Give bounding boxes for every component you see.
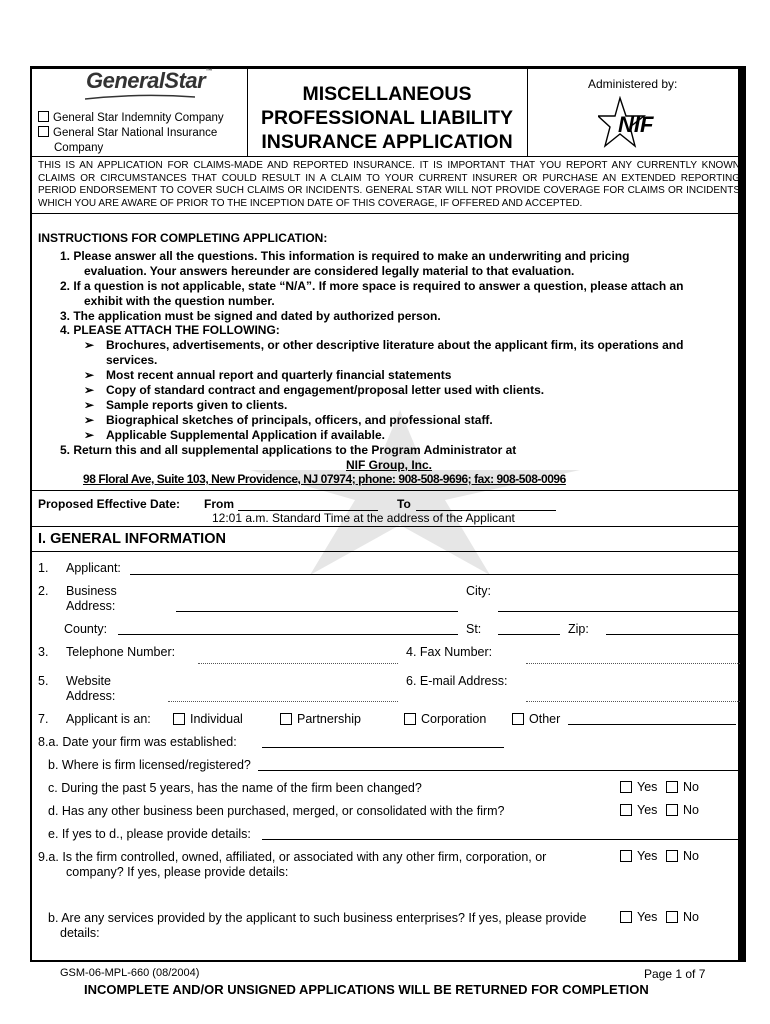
q9b-yes[interactable]: Yes	[620, 910, 657, 924]
general-star-logo: GeneralStar™	[86, 68, 212, 93]
claims-made-notice: THIS IS AN APPLICATION FOR CLAIMS-MADE AND REPORTED INSURANCE. IT IS IMPORTANT THAT YOU REPORT ANY CURRENTLY KNOWN CLAIMS OR CIRCUMSTANCES THAT COULD RESULT IN A CLAIM TO YOUR CURRENT INSURER OR PURCHASE AN EXTENDED REPORTING PERIOD ENDORSEMENT TO COVER SUCH CLAIMS OR INCIDENTS. GENERAL STAR WILL NOT PROVIDE COVERAGE FOR CLAIMS OR INCIDENTS WHICH YOU ARE AWARE OF PRIOR TO THE INCEPTION DATE OF THIS COVERAGE, IF OFFERED AND ACCEPTED.	[38, 160, 740, 209]
arrow-bullet-icon: ➢	[84, 398, 95, 412]
fax-label: 4. Fax Number:	[406, 645, 493, 659]
instruction-1: 1. Please answer all the questions. This information is required to make an underwriting and pricing	[60, 249, 630, 263]
state-input[interactable]	[498, 634, 560, 635]
instruction-1-cont: evaluation. Your answers hereunder are considered legally material to that evaluation.	[84, 264, 575, 278]
option-individual[interactable]: Individual	[173, 712, 243, 727]
attach-item-4-text: Sample reports given to clients.	[106, 398, 288, 412]
website-input[interactable]	[168, 701, 398, 702]
q8b-label: b. Where is firm licensed/registered?	[48, 758, 251, 772]
instruction-4: 4. PLEASE ATTACH THE FOLLOWING:	[60, 323, 280, 337]
attach-item-2	[84, 368, 94, 383]
arrow-bullet-icon: ➢	[84, 428, 95, 442]
attach-item-6	[84, 428, 94, 443]
q9a-label-2: company? If yes, please provide details:	[66, 865, 289, 879]
website-label: Website	[66, 674, 111, 688]
instruction-5: 5. Return this and all supplemental applications to the Program Administrator at	[60, 443, 517, 457]
email-label: 6. E-mail Address:	[406, 674, 508, 688]
q9b-yes-checkbox[interactable]	[620, 911, 632, 923]
q8d-no-checkbox[interactable]	[666, 804, 678, 816]
company-option-national[interactable]: General Star National Insurance	[38, 126, 217, 141]
nif-logo-icon	[598, 96, 678, 154]
q8a-label: 8.a. Date your firm was established:	[38, 735, 237, 749]
attach-item-1	[84, 338, 94, 353]
q8c-no-checkbox[interactable]	[666, 781, 678, 793]
q9b-no[interactable]: No	[666, 910, 699, 924]
licensed-where-input[interactable]	[258, 770, 740, 771]
telephone-input[interactable]	[198, 663, 398, 664]
form-id: GSM-06-MPL-660 (08/2004)	[60, 967, 200, 979]
q9a-yes-checkbox[interactable]	[620, 850, 632, 862]
instructions-rule	[30, 490, 746, 491]
administered-by-label: Administered by:	[588, 77, 678, 91]
section-title-rule	[30, 551, 746, 552]
attach-item-1-text: Brochures, advertisements, or other descriptive literature about the applicant firm, its operations and	[106, 338, 684, 352]
q5-number: 5.	[38, 674, 49, 688]
effective-time-note: 12:01 a.m. Standard Time at the address of the Applicant	[212, 511, 515, 525]
company-checkbox[interactable]	[38, 126, 49, 137]
q8c-yes-checkbox[interactable]	[620, 781, 632, 793]
arrow-bullet-icon: ➢	[84, 338, 95, 352]
county-label: County:	[64, 622, 108, 636]
q8c-yes[interactable]: Yes	[620, 780, 657, 794]
applicant-input[interactable]	[130, 574, 740, 575]
effective-to-label: To	[397, 497, 411, 511]
city-label: City:	[466, 584, 491, 598]
q9b-label-2: details:	[60, 926, 100, 940]
q8d-no[interactable]: No	[666, 803, 699, 817]
option-other[interactable]: Other	[512, 712, 560, 727]
program-administrator-address: 98 Floral Ave, Suite 103, New Providence, NJ 07974; phone: 908-508-9696; fax: 908-508-0096	[83, 472, 566, 486]
attach-item-5-text: Biographical sketches of principals, officers, and professional staff.	[106, 413, 493, 427]
state-label: St:	[466, 622, 482, 636]
zip-input[interactable]	[606, 634, 740, 635]
q9b-label: b. Are any services provided by the applicant to such business enterprises? If yes, please provide	[48, 911, 587, 925]
applicant-type-label: Applicant is an:	[66, 712, 151, 726]
section-general-information-title: I. GENERAL INFORMATION	[38, 531, 226, 547]
q9a-no-checkbox[interactable]	[666, 850, 678, 862]
effective-from-label: From	[204, 497, 234, 511]
company-checkbox[interactable]	[38, 111, 49, 122]
q9a-yes[interactable]: Yes	[620, 849, 657, 863]
program-administrator-name: NIF Group, Inc.	[346, 458, 432, 472]
q8c-no[interactable]: No	[666, 780, 699, 794]
telephone-label: Telephone Number:	[66, 645, 176, 659]
business-address-label-2: Address:	[66, 599, 116, 613]
company-option-national-cont: Company	[54, 142, 104, 154]
effective-rule	[30, 526, 746, 527]
company-option-indemnity[interactable]: General Star Indemnity Company	[38, 111, 224, 126]
instruction-2-cont: exhibit with the question number.	[84, 294, 275, 308]
q9a-label: 9.a. Is the firm controlled, owned, affiliated, or associated with any other firm, corporation, or	[38, 850, 547, 864]
svg-text:NIF: NIF	[618, 112, 654, 137]
website-label-2: Address:	[66, 689, 116, 703]
arrow-bullet-icon: ➢	[84, 383, 95, 397]
q1-number: 1.	[38, 561, 49, 575]
instruction-3: 3. The application must be signed and dated by authorized person.	[60, 309, 441, 323]
attach-item-5	[84, 413, 94, 428]
attach-item-4	[84, 398, 94, 413]
q9b-no-checkbox[interactable]	[666, 911, 678, 923]
other-checkbox[interactable]	[512, 713, 524, 725]
date-established-input[interactable]	[262, 747, 504, 748]
arrow-bullet-icon: ➢	[84, 413, 95, 427]
q7-number: 7.	[38, 712, 49, 726]
business-address-input[interactable]	[176, 611, 458, 612]
fax-input[interactable]	[526, 663, 740, 664]
page-number: Page 1 of 7	[644, 967, 706, 981]
q9a-no[interactable]: No	[666, 849, 699, 863]
q8d-yes-checkbox[interactable]	[620, 804, 632, 816]
city-input[interactable]	[498, 611, 740, 612]
option-corporation[interactable]: Corporation	[404, 712, 486, 727]
instruction-2: 2. If a question is not applicable, state “N/A”. If more space is required to answer a question, please attach an	[60, 279, 684, 293]
applicant-label: Applicant:	[66, 561, 121, 575]
q8e-details-input[interactable]	[262, 839, 740, 840]
form-title: MISCELLANEOUS PROFESSIONAL LIABILITY INSURANCE APPLICATION	[260, 83, 514, 153]
business-address-label: Business	[66, 584, 117, 598]
instructions-heading: INSTRUCTIONS FOR COMPLETING APPLICATION:	[38, 231, 328, 245]
attach-item-6-text: Applicable Supplemental Application if available.	[106, 428, 385, 442]
attach-item-3	[84, 383, 94, 398]
q8d-yes[interactable]: Yes	[620, 803, 657, 817]
county-input[interactable]	[118, 634, 458, 635]
header-bottom-rule	[30, 156, 746, 157]
corporation-checkbox[interactable]	[404, 713, 416, 725]
zip-label: Zip:	[568, 622, 589, 636]
email-input[interactable]	[526, 701, 740, 702]
q8e-label: e. If yes to d., please provide details:	[48, 827, 251, 841]
arrow-bullet-icon: ➢	[84, 368, 95, 382]
q3-number: 3.	[38, 645, 49, 659]
header-divider-right	[527, 66, 528, 157]
q8c-label: c. During the past 5 years, has the name of the firm been changed?	[48, 781, 422, 795]
logo-swoosh-icon	[85, 94, 195, 100]
q2-number: 2.	[38, 584, 49, 598]
attach-item-3-text: Copy of standard contract and engagement/proposal letter used with clients.	[106, 383, 545, 397]
attach-item-2-text: Most recent annual report and quarterly financial statements	[106, 368, 452, 382]
option-partnership[interactable]: Partnership	[280, 712, 361, 727]
other-type-input[interactable]	[568, 724, 736, 725]
q8d-label: d. Has any other business been purchased, merged, or consolidated with the firm?	[48, 804, 505, 818]
attach-item-1-cont: services.	[106, 353, 158, 367]
individual-checkbox[interactable]	[173, 713, 185, 725]
incomplete-warning: INCOMPLETE AND/OR UNSIGNED APPLICATIONS WILL BE RETURNED FOR COMPLETION	[84, 982, 649, 997]
partnership-checkbox[interactable]	[280, 713, 292, 725]
notice-rule	[30, 213, 746, 214]
effective-date-label: Proposed Effective Date:	[38, 497, 181, 511]
